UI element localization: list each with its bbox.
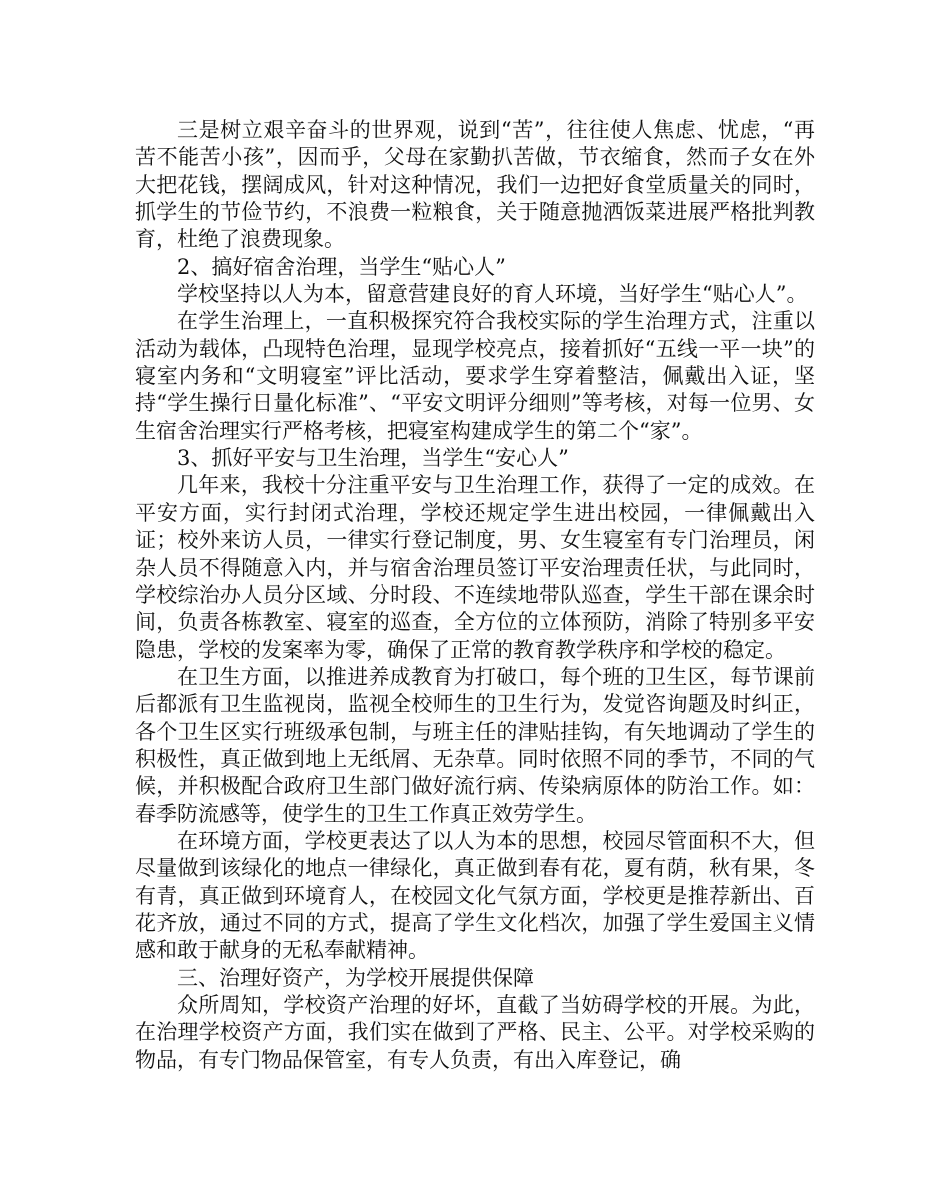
paragraph-people-first: 学校坚持以人为本，留意营建良好的育人环境，当好学生“贴心人”。	[177, 282, 808, 307]
paragraph-hygiene: 在卫生方面，以推进养成教育为打破口，每个班的卫生区，每节课前后都派有卫生监视岗，监视全校师生的卫生行为，发觉咨询题及时纠正，各个卫生区实行班级承包制，与班主任的津贴挂钩，有矢地调动了学生的积极性，真正做到地上无纸屑、无杂草。同时依照不同的季节，不同的气候，并积极配合政府卫生部门做好流行病、传染病原体的防治工作。如：春季防流感等，使学生的卫生工作真正效劳学生。	[135, 664, 815, 826]
heading-dormitory: 2、搞好宿舍治理，当学生“贴心人”	[177, 254, 506, 279]
paragraph-environment: 在环境方面，学校更表达了以人为本的思想，校园尽管面积不大，但尽量做到该绿化的地点一律绿化，真正做到春有花，夏有荫，秋有果，冬有青，真正做到环境育人，在校园文化气氛方面，学校更是推荐新出、百花齐放，通过不同的方式，提高了学生文化档次，加强了学生爱国主义情感和敢于献身的无私奉献精神。	[135, 828, 815, 963]
paragraph-assets: 众所周知，学校资产治理的好坏，直截了当妨碍学校的开展。为此，在治理学校资产方面，我们实在做到了严格、民主、公平。对学校采购的物品，有专门物品保管室，有专人负责，有出入库登记，确	[135, 993, 815, 1072]
paragraph-hard-work: 三是树立艰辛奋斗的世界观，说到“苦”，往往使人焦虑、忧虑，“再苦不能苦小孩”，因而乎，父母在家勤扒苦做，节衣缩食，然而子女在外大把花钱，摆阔成风，针对这种情况，我们一边把好食堂质量关的同时，抓学生的节俭节约，不浪费一粒粮食，关于随意抛洒饭菜进展严格批判教育，杜绝了浪费现象。	[135, 118, 815, 252]
paragraph-student-management: 在学生治理上，一直积极探究符合我校实际的学生治理方式，注重以活动为载体，凸现特色治理，显现学校亮点，接着抓好“五线一平一块”的寝室内务和“文明寝室”评比活动，要求学生穿着整洁，佩戴出入证，坚持“学生操行日量化标准”、“平安文明评分细则”等考核，对每一位男、女生宿舍治理实行严格考核，把寝室构建成学生的第二个“家”。	[135, 309, 815, 443]
heading-safety-hygiene: 3、抓好平安与卫生治理，当学生“安心人”	[177, 446, 569, 471]
document-page	[135, 117, 815, 1074]
paragraph-safety: 几年来，我校十分注重平安与卫生治理工作，获得了一定的成效。在平安方面，实行封闭式治理，学校还规定学生进出校园，一律佩戴出入证；校外来访人员，一律实行登记制度，男、女生寝室有专门治理员，闲杂人员不得随意入内，并与宿舍治理员签订平安治理责任状，与此同时，学校综治办人员分区域、分时段、不连续地带队巡查，学生干部在课余时间，负责各栋教室、寝室的巡查，全方位的立体预防，消除了特别多平安隐患，学校的发案率为零，确保了正常的教育教学秩序和学校的稳定。	[135, 473, 815, 662]
heading-assets: 三、治理好资产，为学校开展提供保障	[177, 965, 534, 990]
